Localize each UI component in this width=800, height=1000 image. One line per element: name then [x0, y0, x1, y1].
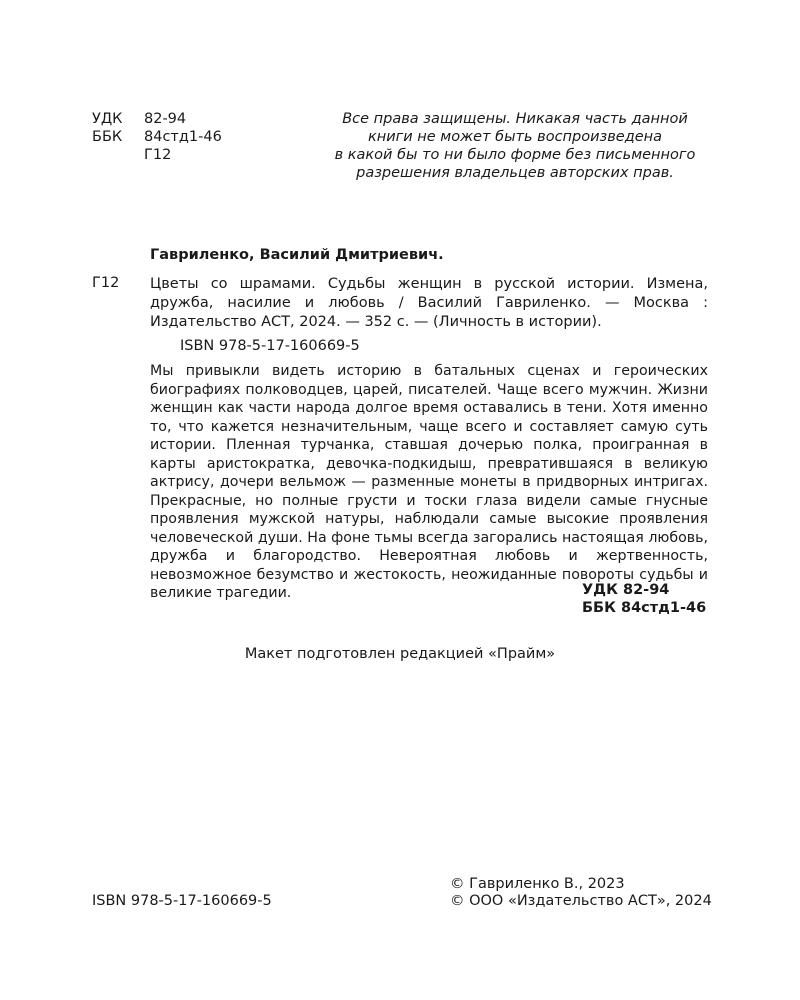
udk-label: УДК — [92, 111, 123, 127]
rights-notice-line: разрешения владельцев авторских прав. — [356, 165, 674, 181]
bbk-label: ББК — [92, 129, 123, 145]
udk-bottom: УДК 82-94 — [582, 582, 670, 598]
prepared-by: Макет подготовлен редакцией «Прайм» — [244, 646, 556, 662]
rights-notice-line: в какой бы то ни было форме без письменного — [334, 147, 696, 163]
bibliographic-record: Цветы со шрамами. Судьбы женщин в русской истории. Измена, дружба, насилие и любовь / Василий Гавриленко. — Москва : Издательство АСТ, 2024. — 352 с. — (Личность в истории). — [150, 276, 708, 330]
udk-value: 82-94 — [144, 111, 187, 127]
rights-notice — [310, 110, 720, 182]
author-mark: Г12 — [144, 147, 172, 163]
author-heading: Гавриленко, Василий Дмитриевич. — [150, 247, 444, 263]
copyright-publisher: © ООО «Издательство АСТ», 2024 — [450, 893, 712, 909]
author-code: Г12 — [92, 275, 120, 291]
bbk-value: 84стд1-46 — [144, 129, 222, 145]
isbn-main: ISBN 978-5-17-160669-5 — [180, 338, 360, 354]
isbn-bottom: ISBN 978-5-17-160669-5 — [92, 893, 272, 909]
copyright-author: © Гавриленко В., 2023 — [450, 876, 625, 892]
bbk-bottom: ББК 84стд1-46 — [582, 600, 707, 616]
udk-row — [92, 110, 186, 128]
rights-notice-line: Все права защищены. Никакая часть данной — [342, 111, 688, 127]
author-mark-row — [92, 146, 171, 164]
rights-notice-line: книги не может быть воспроизведена — [367, 129, 663, 145]
annotation: Мы привыкли видеть историю в батальных сценах и героических биографиях полководцев, царей, писателей. Чаще всего мужчин. Жизни женщин как части народа долгое время оставались в тени. Хотя именно то, что кажется незначительным, чаще всего и составляет самую суть истории. Пленная турчанка, ставшая дочерью полка, проигранная в карты аристократка, девочка-подкидыш, превратившаяся в великую актрису, дочери вельмож — разменные монеты в придворных интригах. Прекрасные, но полные грусти и тоски глаза видели самые гнусные проявления мужской натуры, наблюдали самые высокие проявления человеческой души. На фоне тьмы всегда загорались настоящая любовь, дружба и благородство. Невероятная любовь и жертвенность, невозможное безумство и жестокость, неожиданные повороты судьбы и великие трагедии. — [150, 363, 708, 601]
bbk-row — [92, 128, 222, 146]
